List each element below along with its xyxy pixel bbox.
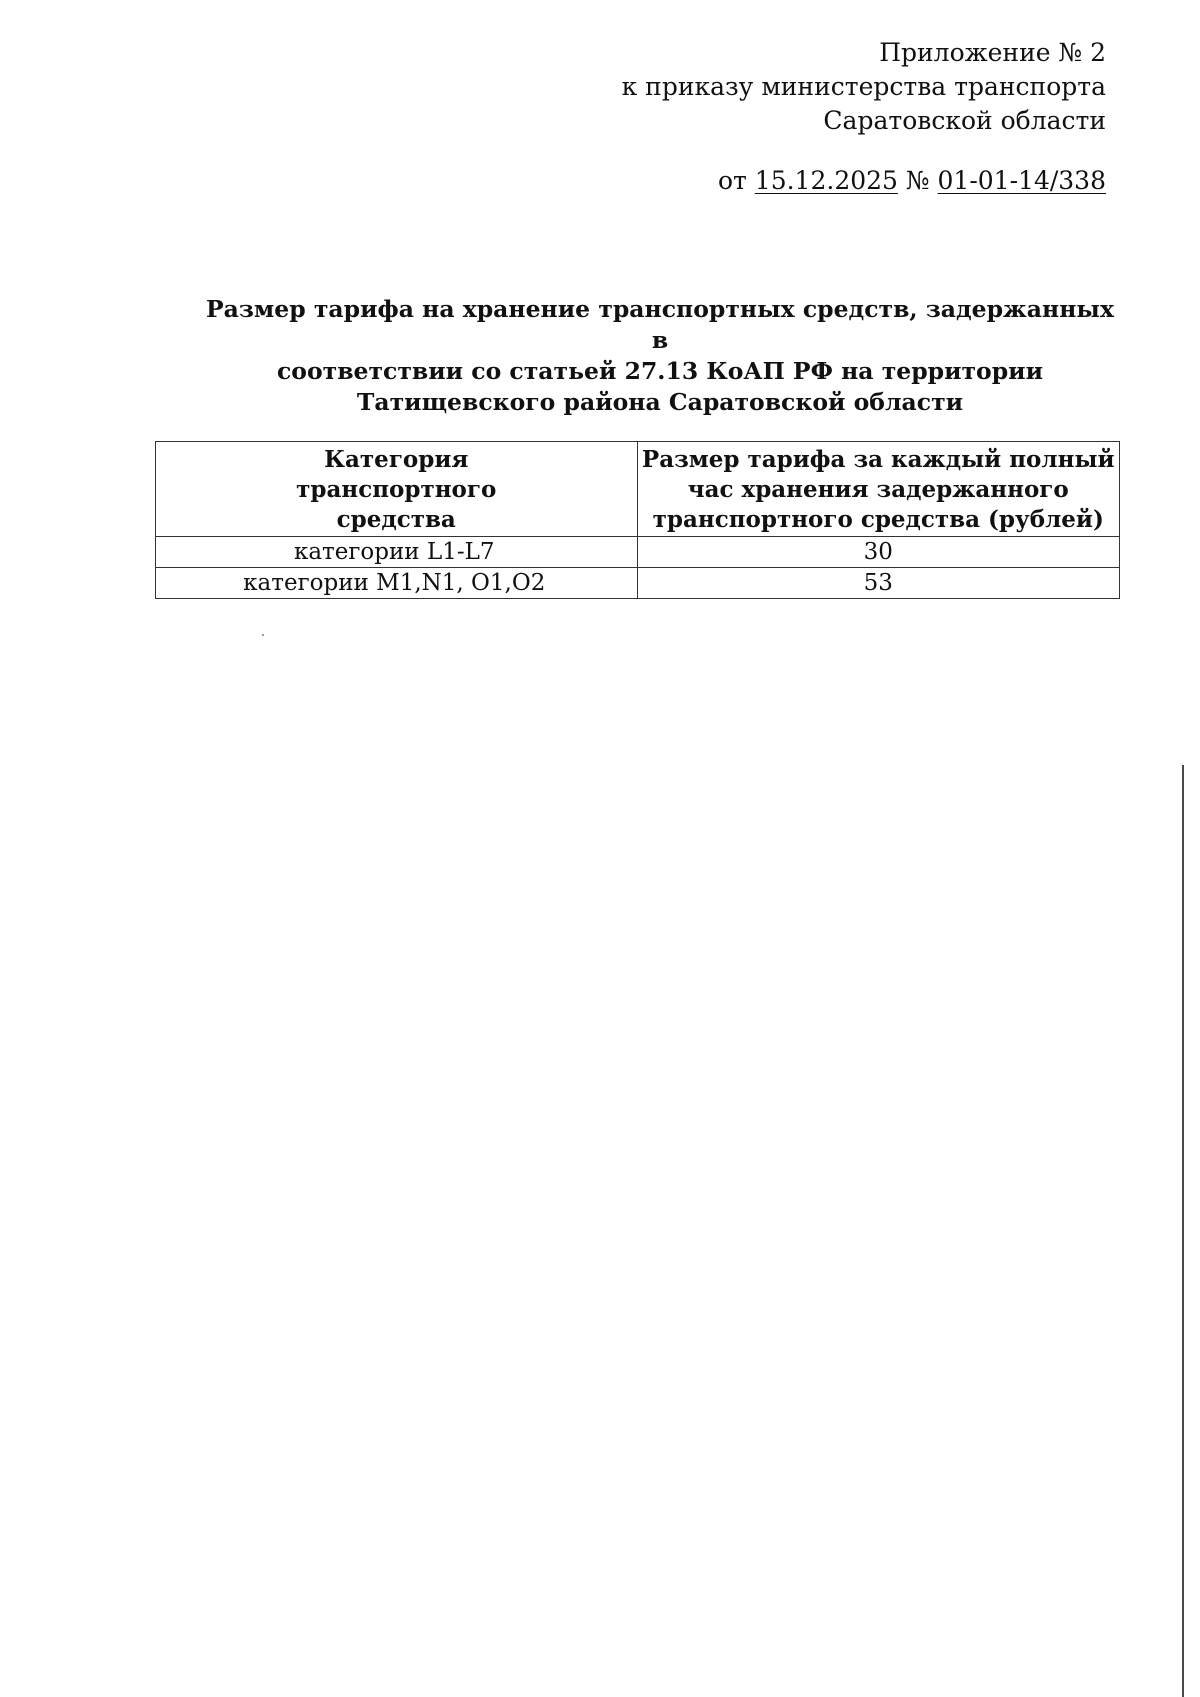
order-date-number bbox=[466, 164, 1106, 198]
order-number: 01-01-14/338 bbox=[937, 166, 1106, 195]
scan-speck bbox=[262, 634, 264, 636]
title-line-3: Татищевского района Саратовской области bbox=[356, 388, 964, 416]
order-prefix: от bbox=[717, 166, 747, 195]
table-header-row bbox=[156, 442, 1120, 537]
tariff-table bbox=[155, 441, 1120, 599]
tariff-cell: 30 bbox=[637, 537, 1120, 568]
table-row bbox=[156, 568, 1120, 599]
document-title bbox=[200, 294, 1120, 418]
category-column-header: Категория транспортного средства bbox=[156, 442, 638, 537]
order-number-sign: № bbox=[905, 166, 930, 195]
order-reference-line: к приказу министерства транспорта bbox=[621, 72, 1106, 101]
appendix-header bbox=[466, 36, 1106, 138]
scan-page-edge bbox=[1182, 765, 1184, 1697]
tariff-cell: 53 bbox=[637, 568, 1120, 599]
category-cell: категории M1,N1, O1,O2 bbox=[156, 568, 638, 599]
tariff-column-header: Размер тарифа за каждый полный час хранения задержанного транспортного средства (рублей) bbox=[637, 442, 1120, 537]
order-date: 15.12.2025 bbox=[754, 166, 898, 195]
table-row bbox=[156, 537, 1120, 568]
category-cell: категории L1-L7 bbox=[156, 537, 638, 568]
title-line-2: соответствии со статьей 27.13 КоАП РФ на территории bbox=[276, 357, 1044, 385]
appendix-label: Приложение № 2 bbox=[879, 38, 1106, 67]
title-line-1: Размер тарифа на хранение транспортных средств, задержанных в bbox=[206, 295, 1114, 354]
region-line: Саратовской области bbox=[823, 106, 1106, 135]
